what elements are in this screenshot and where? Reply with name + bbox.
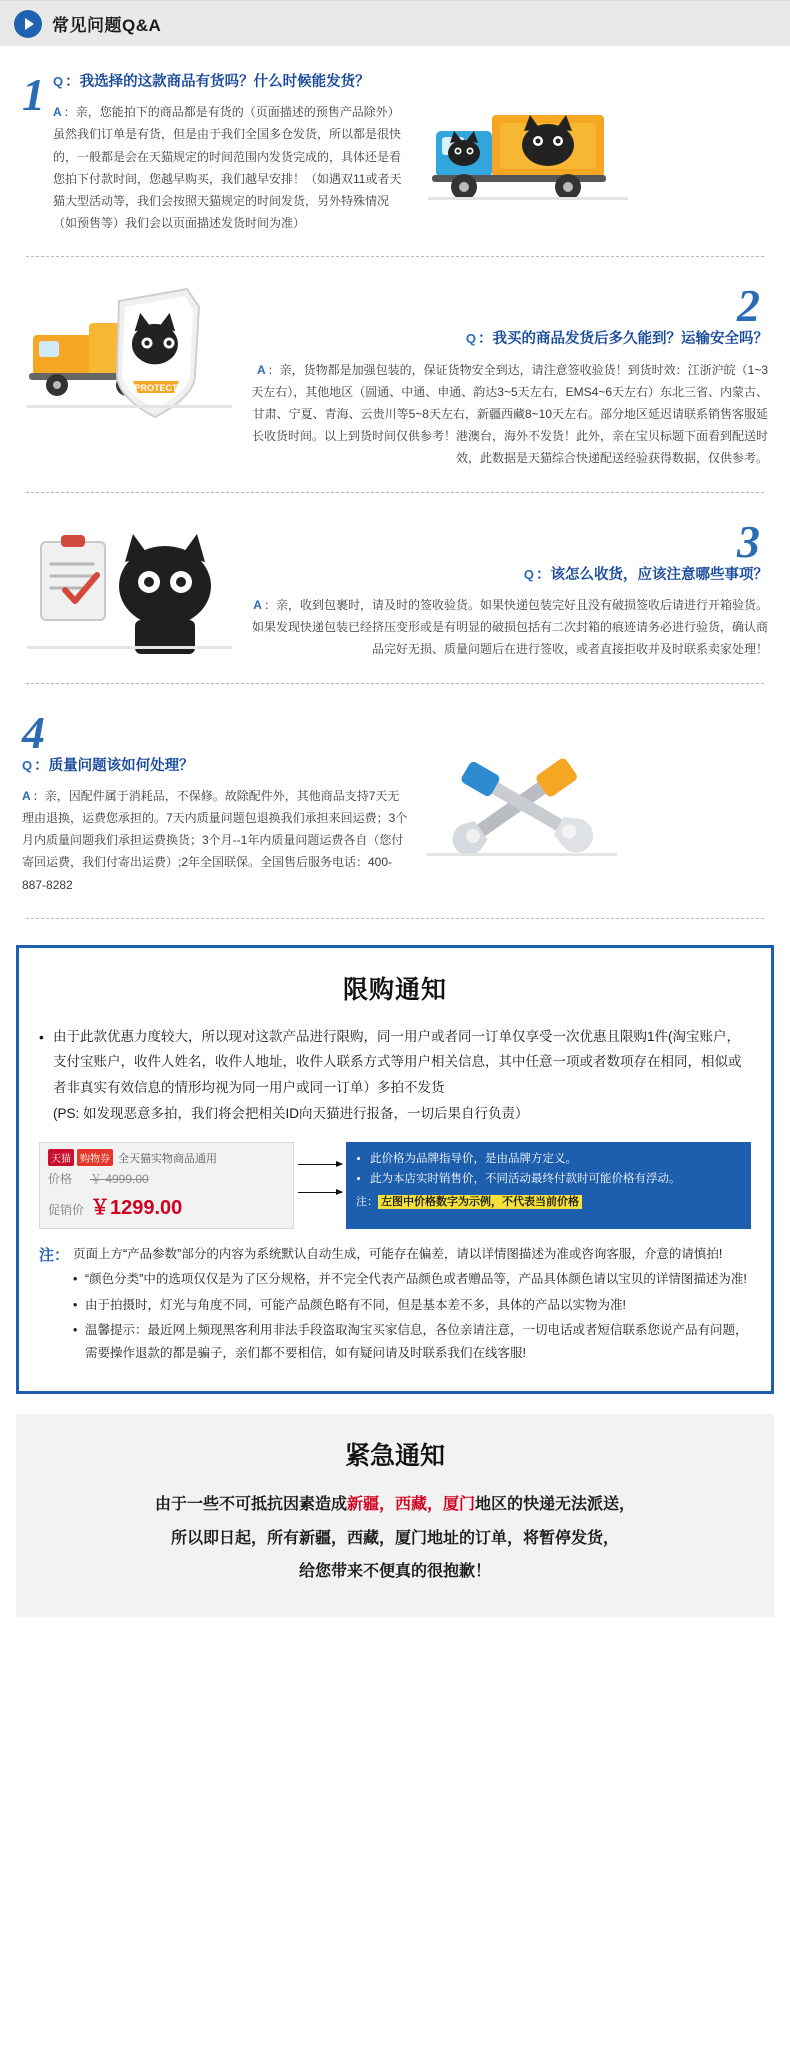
a-mark: A: [22, 788, 31, 803]
qa-question-text: 我买的商品发货后多久能到？运输安全吗？: [492, 331, 768, 348]
q-mark: Q: [523, 566, 534, 582]
purchase-limit-notice: [16, 945, 774, 1394]
svg-text:PROTECT: PROTECT: [134, 383, 178, 394]
emergency-line-1: [32, 1488, 758, 1522]
q-mark: Q: [22, 757, 33, 773]
price-note-highlight: 左图中价格数字为示例，不代表当前价格: [378, 1195, 582, 1209]
qa-question-text: 质量问题该如何处理？: [48, 757, 194, 774]
qa-question-text: 我选择的这款商品有货吗？什么时候能发货？: [79, 74, 370, 90]
price-note: [356, 1193, 582, 1212]
emergency-line-1-post: 地区的快递无法派送，: [475, 1495, 636, 1513]
protect-shield-truck-icon: [22, 283, 237, 443]
price-value-original: ￥ 4999.00: [90, 1172, 149, 1187]
price-row-original: [48, 1170, 285, 1187]
qa-answer-line: A ：亲，您能拍下的商品都是有货的（页面描述的预售产品除外）虽然我们订单是有货，但是由于我们全国多仓发货，所以都是很快的，一般都是会在天猫规定的时间范围内发货完成的，具体还是看您拍下付款时间，您越早购买，我们越早安排！（如遇双11或者天猫大型活动等，我们会按照天猫规定的时间发货，另外特殊情况（如预售等）我们会以页面描述发货时间为准）: [53, 105, 402, 231]
price-callout-2: • 此为本店实时销售价，不同活动最终付款时可能价格有浮动。: [370, 1170, 741, 1190]
emergency-notice: [16, 1414, 774, 1617]
divider: [26, 918, 764, 919]
a-mark: A: [53, 105, 62, 120]
qa-question-text: 该怎么收货，应该注意哪些事项？: [550, 566, 768, 583]
notes-label: 注：: [39, 1247, 70, 1265]
region-xizang: 西藏，: [394, 1495, 443, 1513]
qa-number: 2: [737, 280, 760, 332]
qa-number: 4: [22, 706, 45, 758]
qa-answer-text: 亲，货物都是加强包装的，保证货物安全到达，请注意签收验货！到货时效：江浙沪皖（1~3天左右），其他地区（圆通、中通、申通、韵达3~5天左右，EMS4~6天左右）东北三省、内蒙古、甘肃、宁夏、青海、云贵川等5~8天左右，新疆西藏8~10天左右。部分地区延迟请联系销售客服延长收货时间。以上到货时间仅供参考！港澳台，海外不发货！此外，亲在宝贝标题下面看到配送时效，此数据是天猫综合快递配送经验获得数据，仅供参考。: [251, 362, 768, 466]
region-xiamen: 厦门: [443, 1495, 476, 1513]
qa-answer-line: A ：亲，因配件属于消耗品，不保修。故除配件外，其他商品支持7天无理由退换，运费您承担的。7天内质量问题包退换我们承担来回运费；3个月内质量问题我们承担运费换货；3个月--1年内质量问题运费各自（您付寄回运费，我们付寄出运费）;2年全国联保。全国售后服务电话：400-887-8282: [22, 788, 408, 892]
play-icon: [14, 10, 42, 38]
emergency-title: 紧急通知: [344, 1441, 445, 1470]
tmall-tag: 天猫: [48, 1149, 74, 1166]
price-row-promo: [48, 1191, 285, 1220]
qa-item-3: [22, 493, 768, 683]
qa-answer-text: 亲，因配件属于消耗品，不保修。故除配件外，其他商品支持7天无理由退换，运费您承担的。7天内质量问题包退换我们承担来回运费；3个月内质量问题我们承担运费换货；3个月--1年内质量问题运费各自（您付寄回运费，我们付寄出运费）;2年全国联保。全国售后服务电话：400-887-8282: [22, 788, 408, 892]
price-callout-box: [346, 1142, 751, 1229]
delivery-truck-icon: [423, 72, 633, 234]
faq-header-title: 常见问题Q&A: [52, 16, 162, 35]
qa-item-1: [22, 46, 768, 256]
arrow-right-icon: [298, 1192, 342, 1193]
qa-answer-text: 亲，您能拍下的商品都是有货的（页面描述的预售产品除外）虽然我们订单是有货，但是由于我们全国多仓发货，所以都是很快的，一般都是会在天猫规定的时间范围内发货完成的，具体还是看您拍下付款时间，您越早购买，我们越早安排！（如遇双11或者天猫大型活动等，我们会按照天猫规定的时间发货，另外特殊情况（如预售等）我们会以页面描述发货时间为准）: [53, 105, 402, 231]
qa-number: 1: [22, 69, 45, 120]
promo-label: 促销价: [48, 1203, 85, 1218]
note-item: 页面上方“产品参数”部分的内容为系统默认自动生成，可能存在偏差，请以详情图描述为准或咨询客服，介意的请慎拍!: [73, 1247, 723, 1262]
price-callout-1: • 此价格为品牌指导价，是由品牌方定义。: [370, 1150, 741, 1170]
faq-header: [0, 0, 790, 46]
q-mark: Q: [465, 331, 476, 347]
price-card: [39, 1142, 294, 1229]
coupon-tag-text: 全天猫实物商品通用: [118, 1152, 217, 1165]
qa-item-2: [22, 257, 768, 491]
a-mark: A: [256, 362, 266, 377]
a-mark: A: [253, 597, 262, 612]
qa-question-line: Q ：我选择的这款商品有货吗？什么时候能发货？: [53, 74, 370, 90]
emergency-line-1-pre: 由于一些不可抵抗因素造成: [154, 1495, 347, 1513]
price-value-promo: ￥1299.00: [90, 1197, 183, 1220]
note-item: • 温馨提示：最近网上频现黑客利用非法手段盗取淘宝买家信息，各位亲请注意，一切电话或者短信联系您说产品有问题，需要操作退款的都是骗子，亲们都不要相信，如有疑问请及时联系我们在线客服!: [73, 1319, 751, 1365]
clipboard-check-icon: [22, 519, 237, 661]
notice-body-main: 由于此款优惠力度较大，所以现对这款产品进行限购，同一用户或者同一订单仅享受一次优惠且限购1件(淘宝账户，支付宝账户，收件人姓名，收件人地址，收件人联系方式等用户相关信息，其中任意一项或者数项存在相同，相似或者非真实有效信息的情形均视为同一用户或同一订单）多拍不发货: [53, 1028, 742, 1096]
qa-question-line: Q ：该怎么收货，应该注意哪些事项？: [523, 566, 768, 583]
qa-answer-line: A ：亲，货物都是加强包装的，保证货物安全到达，请注意签收验货！到货时效：江浙沪皖（1~3天左右），其他地区（圆通、中通、申通、韵达3~5天左右，EMS4~6天左右）东北三省、内蒙古、甘肃、宁夏、青海、云贵川等5~8天左右，新疆西藏8~10天左右。部分地区延迟请联系销售客服延长收货时间。以上到货时间仅供参考！港澳台，海外不发货！此外，亲在宝贝标题下面看到配送时效，此数据是天猫综合快递配送经验获得数据，仅供参考。: [251, 362, 768, 466]
notice-body-ps: (PS: 如发现恶意多拍，我们将会把相关ID向天猫进行报备，一切后果自行负责）: [53, 1105, 529, 1121]
notice-body: [39, 1024, 751, 1127]
price-label: 价格: [48, 1172, 73, 1187]
coupon-tag: 购物券: [77, 1149, 113, 1166]
qa-list: [0, 46, 790, 919]
q-mark: Q: [53, 74, 64, 89]
qa-question-line: Q ：我买的商品发货后多久能到？运输安全吗？: [465, 331, 768, 348]
qa-answer-line: A ：亲，收到包裹时，请及时的签收验货。如果快递包装完好且没有破损签收后请进行开箱验货。如果发现快递包装已经挤压变形或是有明显的破损包括有二次封箱的痕迹请务必进行验货，确认商品完好无损、质量问题后在进行签收，或者直接拒收并及时联系卖家处理！: [251, 597, 768, 657]
region-xinjiang: 新疆，: [346, 1495, 395, 1513]
qa-answer-text: 亲，收到包裹时，请及时的签收验货。如果快递包装完好且没有破损签收后请进行开箱验货。如果发现快递包装已经挤压变形或是有明显的破损包括有二次封箱的痕迹请务必进行验货，确认商品完好无损、质量问题后在进行签收，或者直接拒收并及时联系卖家处理！: [251, 597, 768, 657]
arrow-right-icon: [298, 1164, 342, 1165]
price-example-panel: [39, 1142, 751, 1229]
bottom-spacer: [0, 1617, 790, 1641]
qa-number: 3: [737, 515, 760, 567]
price-note-prefix: 注：: [356, 1196, 378, 1209]
note-item: • “颜色分类”中的选项仅仅是为了区分规格，并不完全代表产品颜色或者赠品等，产品具体颜色请以宝贝的详情图描述为准!: [73, 1268, 751, 1291]
price-tag-row: [48, 1149, 285, 1166]
tools-wrench-icon: [422, 710, 622, 896]
arrow-icons: [294, 1142, 346, 1229]
qa-item-4: [22, 684, 768, 918]
note-item: • 由于拍摄时，灯光与角度不同，可能产品颜色略有不同，但是基本差不多，具体的产品以实物为准!: [73, 1294, 751, 1317]
qa-question-line: Q ：质量问题该如何处理？: [22, 757, 194, 774]
notice-title: 限购通知: [342, 975, 447, 1004]
emergency-line-2: 所以即日起，所有新疆，西藏，厦门地址的订单，将暂停发货，: [170, 1529, 619, 1547]
notes-section: [39, 1243, 751, 1367]
emergency-line-3: 给您带来不便真的很抱歉！: [298, 1563, 491, 1581]
